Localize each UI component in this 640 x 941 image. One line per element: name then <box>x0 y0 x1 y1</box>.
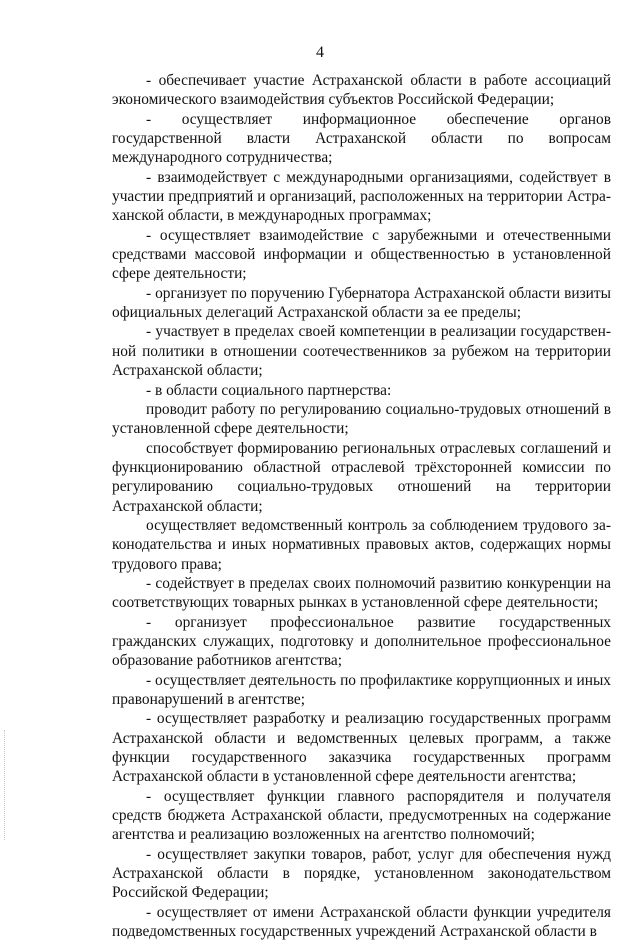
paragraph-social-partnership: - в области социального партнерства: <box>146 381 392 399</box>
paragraph-procurement: - осуществляет закупки товаров, работ, услуг для обеспечения нужд Астраханской области в порядке, установленном законодательством Российской Федерации; <box>112 845 611 902</box>
paragraph-international-organizations: - взаимодействует с международными организациями, содействует в участии предприятий и организаций, расположенных на территории Астраханской области, в международных программах; <box>112 168 611 225</box>
scan-edge-marks <box>4 730 7 840</box>
document-body <box>112 71 611 941</box>
paragraph-founder-functions: - осуществляет от имени Астраханской области функции учредителя подведомственных государственных учреждений Астраханской области в <box>112 903 611 941</box>
paragraph-labor-law-control: осуществляет ведомственный контроль за соблюдением трудового законодательства и иных нормативных правовых актов, содержащих нормы трудового права; <box>112 516 611 573</box>
paragraph-state-programs: - осуществляет разработку и реализацию государственных программ Астраханской области и ведомственных целевых программ, а также функции государственного заказчика государственных программ Астраханской области в установленной сфере деятельности агентства; <box>112 710 611 786</box>
paragraph-competition: - содействует в пределах своих полномочий развитию конкуренции на соответствующих товарных рынках в установленной сфере деятельности; <box>112 574 611 612</box>
paragraph-staff-development: - организует профессиональное развитие государственных гражданских служащих, подготовку и дополнительное профессиональное образование работников агентства; <box>112 613 611 670</box>
paragraph-information-support: - осуществляет информационное обеспечение органов государственной власти Астраханской области по вопросам международного сотрудничества; <box>112 110 611 167</box>
paragraph-anti-corruption: - осуществляет деятельность по профилактике коррупционных и иных правонарушений в агентстве; <box>112 671 611 708</box>
page-number: 4 <box>316 44 324 61</box>
paragraph-budget-manager: - осуществляет функции главного распорядителя и получателя средств бюджета Астраханской области, предусмотренных на содержание агентства и реализацию возложенных на агентство полномочий; <box>112 787 611 844</box>
paragraph-delegation-visits: - организует по поручению Губернатора Астраханской области визиты официальных делегаций Астраханской области за ее пределы; <box>112 284 611 322</box>
paragraph-mass-media: - осуществляет взаимодействие с зарубежными и отечественными средствами массовой информации и общественностью в установленной сфере деятельности; <box>112 226 611 283</box>
paragraph-labor-relations: проводит работу по регулированию социально-трудовых отношений в установленной сфере деятельности; <box>112 400 611 438</box>
paragraph-associations: - обеспечивает участие Астраханской области в работе ассоциаций экономического взаимодействия субъектов Российской Федерации; <box>112 72 611 109</box>
paragraph-compatriots-policy: - участвует в пределах своей компетенции в реализации государственной политики в отношении соотечественников за рубежом на территории Астраханской области; <box>112 323 611 380</box>
paragraph-sector-agreements: способствует формированию региональных отраслевых соглашений и функционированию областной отраслевой трёхсторонней комиссии по регулированию социально-трудовых отношений на территории Астраханской области; <box>112 439 611 515</box>
